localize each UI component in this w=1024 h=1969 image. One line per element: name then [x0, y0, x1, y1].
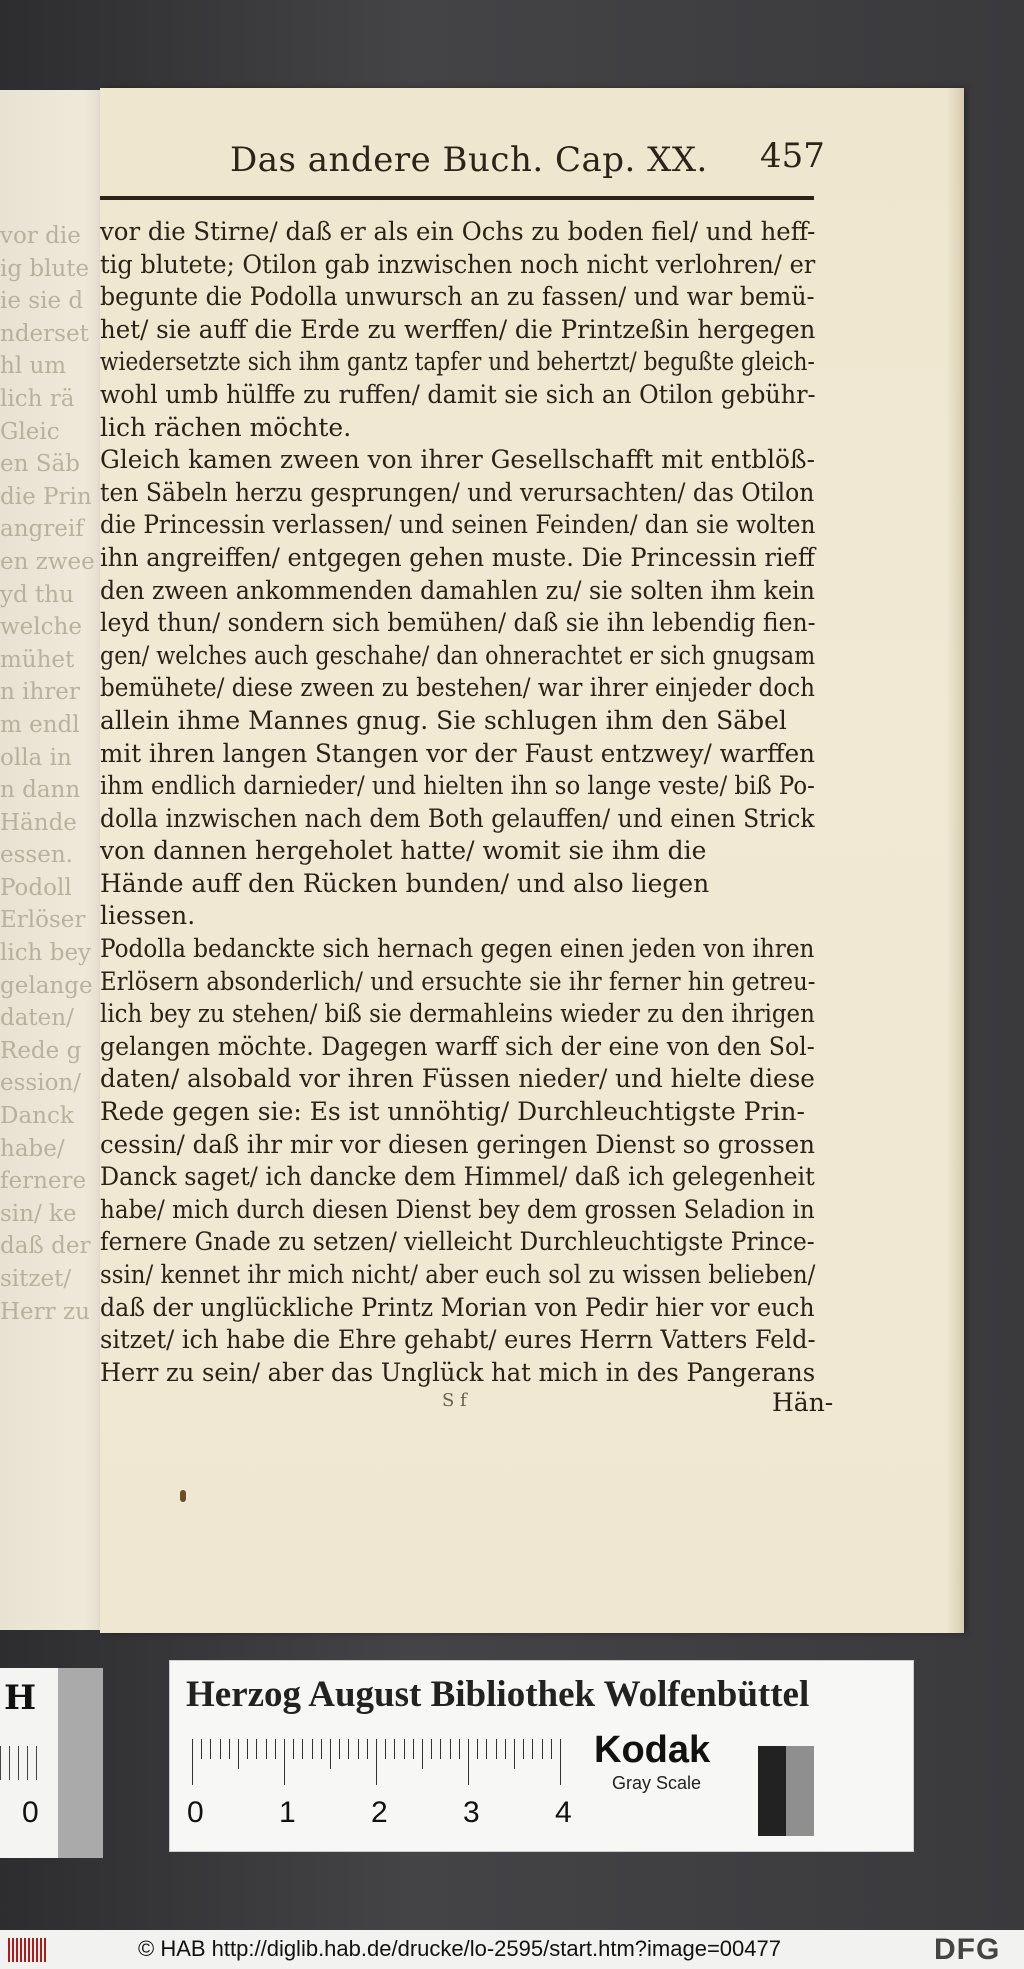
- text-line: daten/ alsobald vor ihren Füssen nieder/ und hielte diese: [100, 1064, 815, 1095]
- text-line: allein ihme Mannes gnug. Sie schlugen ihm den Säbel: [100, 705, 787, 736]
- ghost-line: nderset: [0, 320, 89, 347]
- gray-swatch: [786, 1746, 814, 1836]
- text-line: vor die Stirne/ daß er als ein Ochs zu boden fiel/ und heff-: [100, 217, 816, 247]
- text-line: mit ihren langen Stangen vor der Faust entzwey/ warffen: [100, 738, 816, 769]
- text-line: fernere Gnade zu setzen/ vielleicht Durchleuchtigste Prince-: [100, 1227, 815, 1258]
- gray-scale-label: Gray Scale: [612, 1773, 702, 1793]
- ghost-line: n ihrer: [0, 679, 80, 706]
- ruler-tick: [339, 1739, 340, 1759]
- ghost-line: sitzet/: [0, 1266, 72, 1292]
- ruler-tick: [477, 1739, 478, 1759]
- ruler-tick: [367, 1739, 368, 1759]
- ruler-label-4: 4: [555, 1796, 572, 1829]
- text-line: Gleich kamen zween von ihrer Gesellschafft mit entblöß-: [100, 445, 815, 476]
- text-line: dolla inzwischen nach dem Both gelauffen/ und einen Strick: [100, 803, 815, 834]
- ghost-line: lich rä: [0, 385, 75, 412]
- ghost-line: olla in: [0, 744, 72, 771]
- text-line: Podolla bedanckte sich hernach gegen einen jeden von ihren: [100, 934, 815, 965]
- hab-logo-icon: [8, 1938, 48, 1962]
- ghost-line: gelange: [0, 972, 93, 999]
- book-page: [100, 88, 962, 1633]
- head-rule: [100, 196, 814, 200]
- text-line: Danck saget/ ich dancke dem Himmel/ daß ich gelegenheit: [100, 1162, 815, 1193]
- ruler-tick: [505, 1739, 506, 1759]
- ruler-tick: [321, 1739, 322, 1759]
- ruler-tick: [348, 1739, 349, 1759]
- ruler-tick: [229, 1739, 230, 1759]
- ghost-line: m endl: [0, 711, 80, 738]
- ruler-tick: [459, 1739, 460, 1759]
- ruler-tick: [551, 1739, 552, 1759]
- text-line: gen/ welches auch geschahe/ dan ohnerachtet er sich gnugsam: [100, 640, 816, 671]
- ghost-line: habe/: [0, 1135, 65, 1162]
- text-line: Erlösern absonderlich/ und ersuchte sie ihr ferner hin getreu-: [100, 966, 816, 997]
- gray-scale-card: [170, 1661, 913, 1851]
- text-line: het/ sie auff die Erde zu werffen/ die Printzeßin hergegen: [100, 314, 816, 345]
- ruler-tick: [302, 1739, 303, 1759]
- text-line: ihn angreiffen/ entgegen gehen muste. Die Princessin rieff: [100, 542, 815, 573]
- text-line: wiedersetzte sich ihm gantz tapfer und behertzt/ begußte gleich-: [100, 347, 815, 378]
- ghost-line: welche: [0, 614, 82, 641]
- body-text: [100, 216, 830, 1389]
- text-line: Rede gegen sie: Es ist unnöhtig/ Durchleuchtigste Prin-: [100, 1097, 805, 1128]
- gray-swatch: [758, 1746, 786, 1836]
- ruler-tick: [422, 1739, 423, 1769]
- measure-ruler: [192, 1739, 568, 1785]
- ruler-label-0: 0: [187, 1796, 204, 1829]
- ghost-line: Herr zu: [0, 1298, 90, 1325]
- ghost-line: n dann: [0, 777, 81, 804]
- text-line: von dannen hergeholet hatte/ womit sie ihm die: [100, 836, 707, 867]
- ruler-tick: [532, 1739, 533, 1759]
- ruler-tick: [431, 1739, 432, 1759]
- paper-speck: [180, 1490, 186, 1502]
- text-line: gelangen möchte. Dagegen warff sich der eine von den Sol-: [100, 1031, 815, 1062]
- ghost-line: essen.: [0, 842, 73, 869]
- facing-page-text: [0, 220, 115, 1328]
- ruler-tick: [450, 1739, 451, 1759]
- ruler-tick: [192, 1739, 193, 1785]
- ghost-line: vor die: [0, 223, 81, 249]
- gray-swatches: [758, 1746, 842, 1836]
- ghost-line: ession/: [0, 1070, 81, 1097]
- ruler-tick: [376, 1739, 377, 1785]
- library-name: Herzog August Bibliothek Wolfenbüttel: [186, 1674, 810, 1715]
- ruler-tick: [404, 1739, 405, 1759]
- ruler-tick: [496, 1739, 497, 1759]
- ruler-label-1: 1: [279, 1796, 296, 1829]
- ruler-tick: [284, 1739, 285, 1785]
- ruler-tick: [210, 1739, 211, 1759]
- ghost-line: Rede g: [0, 1037, 82, 1064]
- text-line: tig blutete; Otilon gab inzwischen noch nicht verlohren/ er: [100, 249, 816, 280]
- dfg-logo: DFG: [934, 1933, 1001, 1966]
- text-line: lich bey zu stehen/ biß sie dermahleins wieder zu den ihrigen: [100, 999, 815, 1030]
- left-card-ruler: [0, 1746, 40, 1780]
- text-line: wohl umb hülffe zu ruffen/ damit sie sich an Otilon gebühr-: [100, 379, 816, 410]
- ruler-tick: [440, 1739, 441, 1759]
- ghost-line: daß der: [0, 1233, 91, 1260]
- ghost-line: en Säb: [0, 451, 80, 478]
- ruler-tick: [312, 1739, 313, 1759]
- ruler-label-2: 2: [371, 1796, 388, 1829]
- ruler-tick: [523, 1739, 524, 1759]
- text-line: ten Säbeln herzu gesprungen/ und verursachten/ das Otilon: [100, 477, 815, 508]
- ruler-tick: [293, 1739, 294, 1759]
- ghost-line: Hände: [0, 809, 77, 836]
- ruler-tick: [220, 1739, 221, 1759]
- ruler-tick: [542, 1739, 543, 1759]
- ruler-tick: [358, 1739, 359, 1759]
- text-line: die Princessin verlassen/ und seinen Feinden/ dan sie wolten: [100, 510, 816, 541]
- ruler-tick: [330, 1739, 331, 1769]
- ruler-tick: [413, 1739, 414, 1759]
- ghost-line: angreif: [0, 516, 84, 543]
- text-line: Hände auff den Rücken bunden/ und also liegen: [100, 868, 710, 899]
- ghost-line: mühet: [0, 646, 75, 673]
- ruler-tick: [394, 1739, 395, 1759]
- ghost-line: fernere: [0, 1168, 87, 1195]
- left-color-card-fragment: [0, 1668, 58, 1858]
- ruler-tick: [514, 1739, 515, 1769]
- ghost-line: ie sie d: [0, 288, 84, 315]
- text-line: begunte die Podolla unwursch an zu fassen/ und war bemü-: [100, 282, 815, 313]
- gray-swatch: [814, 1746, 842, 1836]
- kodak-logo: Kodak: [594, 1729, 711, 1771]
- left-card-letter: H: [4, 1678, 37, 1718]
- text-line: den zween ankommenden damahlen zu/ sie solten ihm kein: [100, 575, 815, 606]
- ghost-line: sin/ ke: [0, 1200, 77, 1227]
- ruler-tick: [238, 1739, 239, 1769]
- page-number: 457: [760, 136, 825, 176]
- ghost-line: lich bey: [0, 940, 92, 967]
- ghost-line: ig blute: [0, 255, 90, 282]
- left-card-grey-strip: [58, 1668, 103, 1858]
- ghost-line: Danck: [0, 1103, 74, 1130]
- ruler-tick: [486, 1739, 487, 1759]
- text-line: ihm endlich darnieder/ und hielten ihn so lange veste/ biß Po-: [100, 771, 815, 802]
- ghost-line: en zwee: [0, 548, 95, 575]
- ghost-line: hl um: [0, 353, 67, 380]
- text-line: cessin/ daß ihr mir vor diesen geringen Dienst so grossen: [100, 1129, 815, 1160]
- ruler-tick: [247, 1739, 248, 1759]
- text-line: ssin/ kennet ihr mich nicht/ aber euch sol zu wissen belieben/: [100, 1260, 816, 1290]
- text-line: habe/ mich durch diesen Dienst bey dem grossen Seladion in: [100, 1194, 815, 1225]
- ghost-line: daten/: [0, 1005, 74, 1032]
- ruler-tick: [266, 1739, 267, 1759]
- ghost-line: Erlöser: [0, 907, 86, 934]
- footer-bar: [0, 1930, 1024, 1969]
- left-card-zero: 0: [22, 1796, 39, 1829]
- ruler-tick: [560, 1739, 561, 1785]
- text-line: Herr zu sein/ aber das Unglück hat mich in des Pangerans: [100, 1357, 816, 1388]
- ghost-line: die Prin: [0, 483, 92, 510]
- signature-mark: S f: [442, 1390, 467, 1411]
- ruler-tick: [201, 1739, 202, 1759]
- copyright-link[interactable]: © HAB http://diglib.hab.de/drucke/lo-2595/start.htm?image=00477: [138, 1936, 781, 1961]
- ruler-tick: [385, 1739, 386, 1759]
- text-line: daß der unglückliche Printz Morian von Pedir hier vor euch: [100, 1292, 815, 1323]
- ruler-tick: [468, 1739, 469, 1785]
- text-line: liessen.: [100, 901, 196, 932]
- ruler-label-3: 3: [463, 1796, 480, 1829]
- ghost-line: Gleic: [0, 418, 60, 445]
- text-line: bemühete/ diese zween zu bestehen/ war ihrer einjeder doch: [100, 673, 816, 704]
- ghost-line: yd thu: [0, 581, 74, 608]
- text-line: sitzet/ ich habe die Ehre gehabt/ eures Herrn Vatters Feld-: [100, 1325, 816, 1356]
- ruler-tick: [256, 1739, 257, 1759]
- ruler-tick: [275, 1739, 276, 1759]
- running-head: Das andere Buch. Cap. XX.: [230, 140, 708, 180]
- text-line: lich rächen möchte.: [100, 412, 352, 443]
- ghost-line: Podoll: [0, 874, 72, 901]
- catchword: Hän-: [772, 1388, 834, 1417]
- text-line: leyd thun/ sondern sich bemühen/ daß sie ihn lebendig fien-: [100, 608, 816, 639]
